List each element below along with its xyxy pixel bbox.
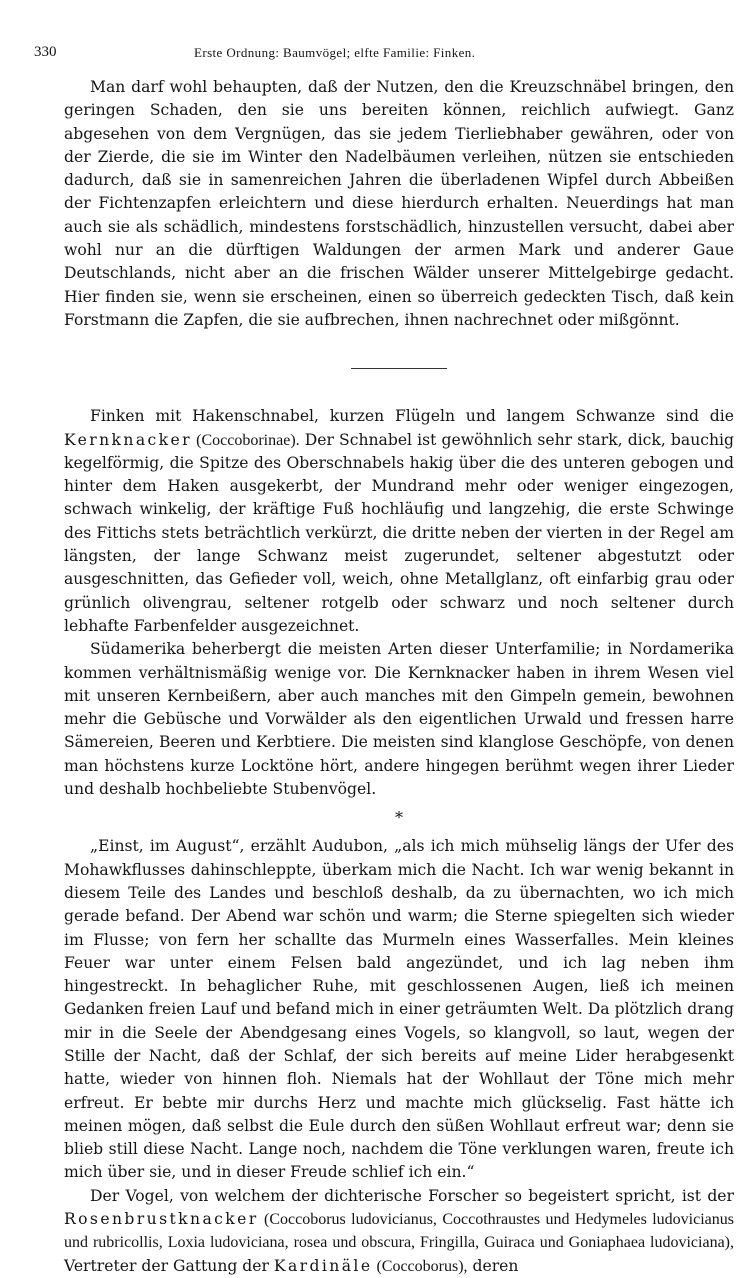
- spaced-term: Kernknacker: [64, 430, 193, 449]
- section-divider: [351, 368, 447, 369]
- spaced-term: Kardinäle: [273, 1256, 373, 1275]
- paragraph-rose-breasted: [64, 1185, 734, 1278]
- spaced-term: Rosenbrustknacker: [64, 1210, 259, 1229]
- paragraph-coccoborinae: [64, 405, 734, 638]
- running-title: Erste Ordnung: Baumvögel; elfte Familie: Finken.: [194, 45, 476, 60]
- paragraph-text: Finken mit Hakenschnabel, kurzen Flügeln und langem Schwanze sind die: [90, 407, 734, 426]
- paragraph-text: Vertreter der Gattung der: [64, 1256, 274, 1275]
- page-header: [34, 38, 710, 62]
- paragraph-text: Der Schnabel ist gewöhnlich sehr stark, dick, bauchig kegelförmig, die Spitze des Oberschnabels hakig über die des unteren gebogen und hinter dem Haken ausgekerbt, der Mundrand mehr oder weniger eingezogen, schwach winkelig, der kräftige Fuß hochläufig und langzehig, die erste Schwinge des Fittichs stets beträchtlich verkürzt, die dritte neben der vierten in der Regel am längsten, der lange Schwanz meist zugerundet, seltener abgestutzt oder ausgeschnitten, das Gefieder voll, weich, ohne Metallglanz, oft einfarbig grau oder grünlich olivengrau, seltener rotgelb oder schwarz und noch seltener durch lebhafte Farbenfelder ausgezeichnet.: [64, 430, 734, 635]
- asterisk-divider: *: [395, 808, 403, 828]
- paragraph-text: Der Vogel, von welchem der dichterische Forscher so begeistert spricht, ist der: [90, 1186, 734, 1205]
- paragraph-crossbills: Man darf wohl behaupten, daß der Nutzen, den die Kreuzschnäbel bringen, den geringen Schaden, den sie uns bereiten können, reichlich aufwiegt. Ganz abgesehen von dem Vergnügen, das sie jedem Tierliebhaber gewähren, oder von der Zierde, die sie im Winter den Nadelbäumen verleihen, nützen sie entschieden dadurch, daß sie in samenreichen Jahren die überladenen Wipfel durch Abbeißen der Fichtenzapfen erleichtern und diese hierdurch erhalten. Neuerdings hat man auch sie als schädlich, mindestens forstschädlich, hinzustellen versucht, dabei aber wohl nur an die dürftigen Waldungen der armen Mark und anderer Gaue Deutschlands, nicht aber an die frischen Wälder unserer Mittelgebirge gedacht. Hier finden sie, wenn sie erscheinen, einen so überreich gedeckten Tisch, daß kein Forstmann die Zapfen, die sie aufbrechen, ihnen nachrechnet oder mißgönnt.: [64, 78, 734, 329]
- latin-name: (Coccoborus ludovicianus, Coccothraustes und Hedymeles ludovicianus und rubricollis, Loxia ludoviciana, rosea und obscura, Fringilla, Guiraca und Goniaphaea ludoviciana),: [64, 1211, 734, 1252]
- body-text: [64, 76, 734, 1278]
- paragraph-audubon-quote: „Einst, im August“, erzählt Audubon, „als ich mich mühselig längs der Ufer des Mohawkflusses dahinschleppte, überkam mich die Nacht. Ich war wenig bekannt in diesem Teile des Landes und beschloß deshalb, da zu übernachten, wo ich mich gerade befand. Der Abend war schön und warm; die Sterne spiegelten sich wieder im Flusse; von fern her schallte das Murmeln eines Wasserfalles. Mein kleines Feuer war unter einem Felsen bald angezündet, und ich lag neben ihm hingestreckt. In behaglicher Ruhe, mit geschlossenen Augen, ließ ich meinen Gedanken freien Lauf und befand mich in einer geträumten Welt. Da plötzlich drang mir in die Seele der Abendgesang eines Vogels, so klangvoll, so laut, wegen der Stille der Nacht, daß der Schlaf, der sich bereits auf meine Lider herabgesenkt hatte, wieder von hinnen floh. Niemals hat der Wohllaut der Töne mich mehr erfreut. Er bebte mir durchs Herz und machte mich glückselig. Fast hätte ich meinen mögen, daß selbst die Eule durch den süßen Wohllaut erfreut war; denn sie blieb still diese Nacht. Lange noch, nachdem die Töne verklungen waren, freute ich mich über sie, und in dieser Freude schlief ich ein.“: [64, 837, 734, 1182]
- latin-name: (Coccoborinae).: [192, 431, 300, 449]
- paragraph-south-america: Südamerika beherbergt die meisten Arten dieser Unterfamilie; in Nordamerika kommen verhältnismäßig wenige vor. Die Kernknacker haben in ihrem Wesen viel mit unseren Kernbeißern, aber auch manches mit den Gimpeln gemein, bewohnen mehr die Gebüsche und Vorwälder als den eigentlichen Urwald und fressen harre Sämereien, Beeren und Kerbtiere. Die meisten sind klanglose Geschöpfe, von denen man höchstens kurze Locktöne hört, andere hingegen berühmt wegen ihrer Lieder und deshalb hochbeliebte Stubenvögel.: [64, 640, 734, 799]
- page-number: 330: [34, 44, 57, 60]
- paragraph-text: deren: [467, 1256, 519, 1275]
- latin-name: (Coccoborus),: [372, 1257, 468, 1275]
